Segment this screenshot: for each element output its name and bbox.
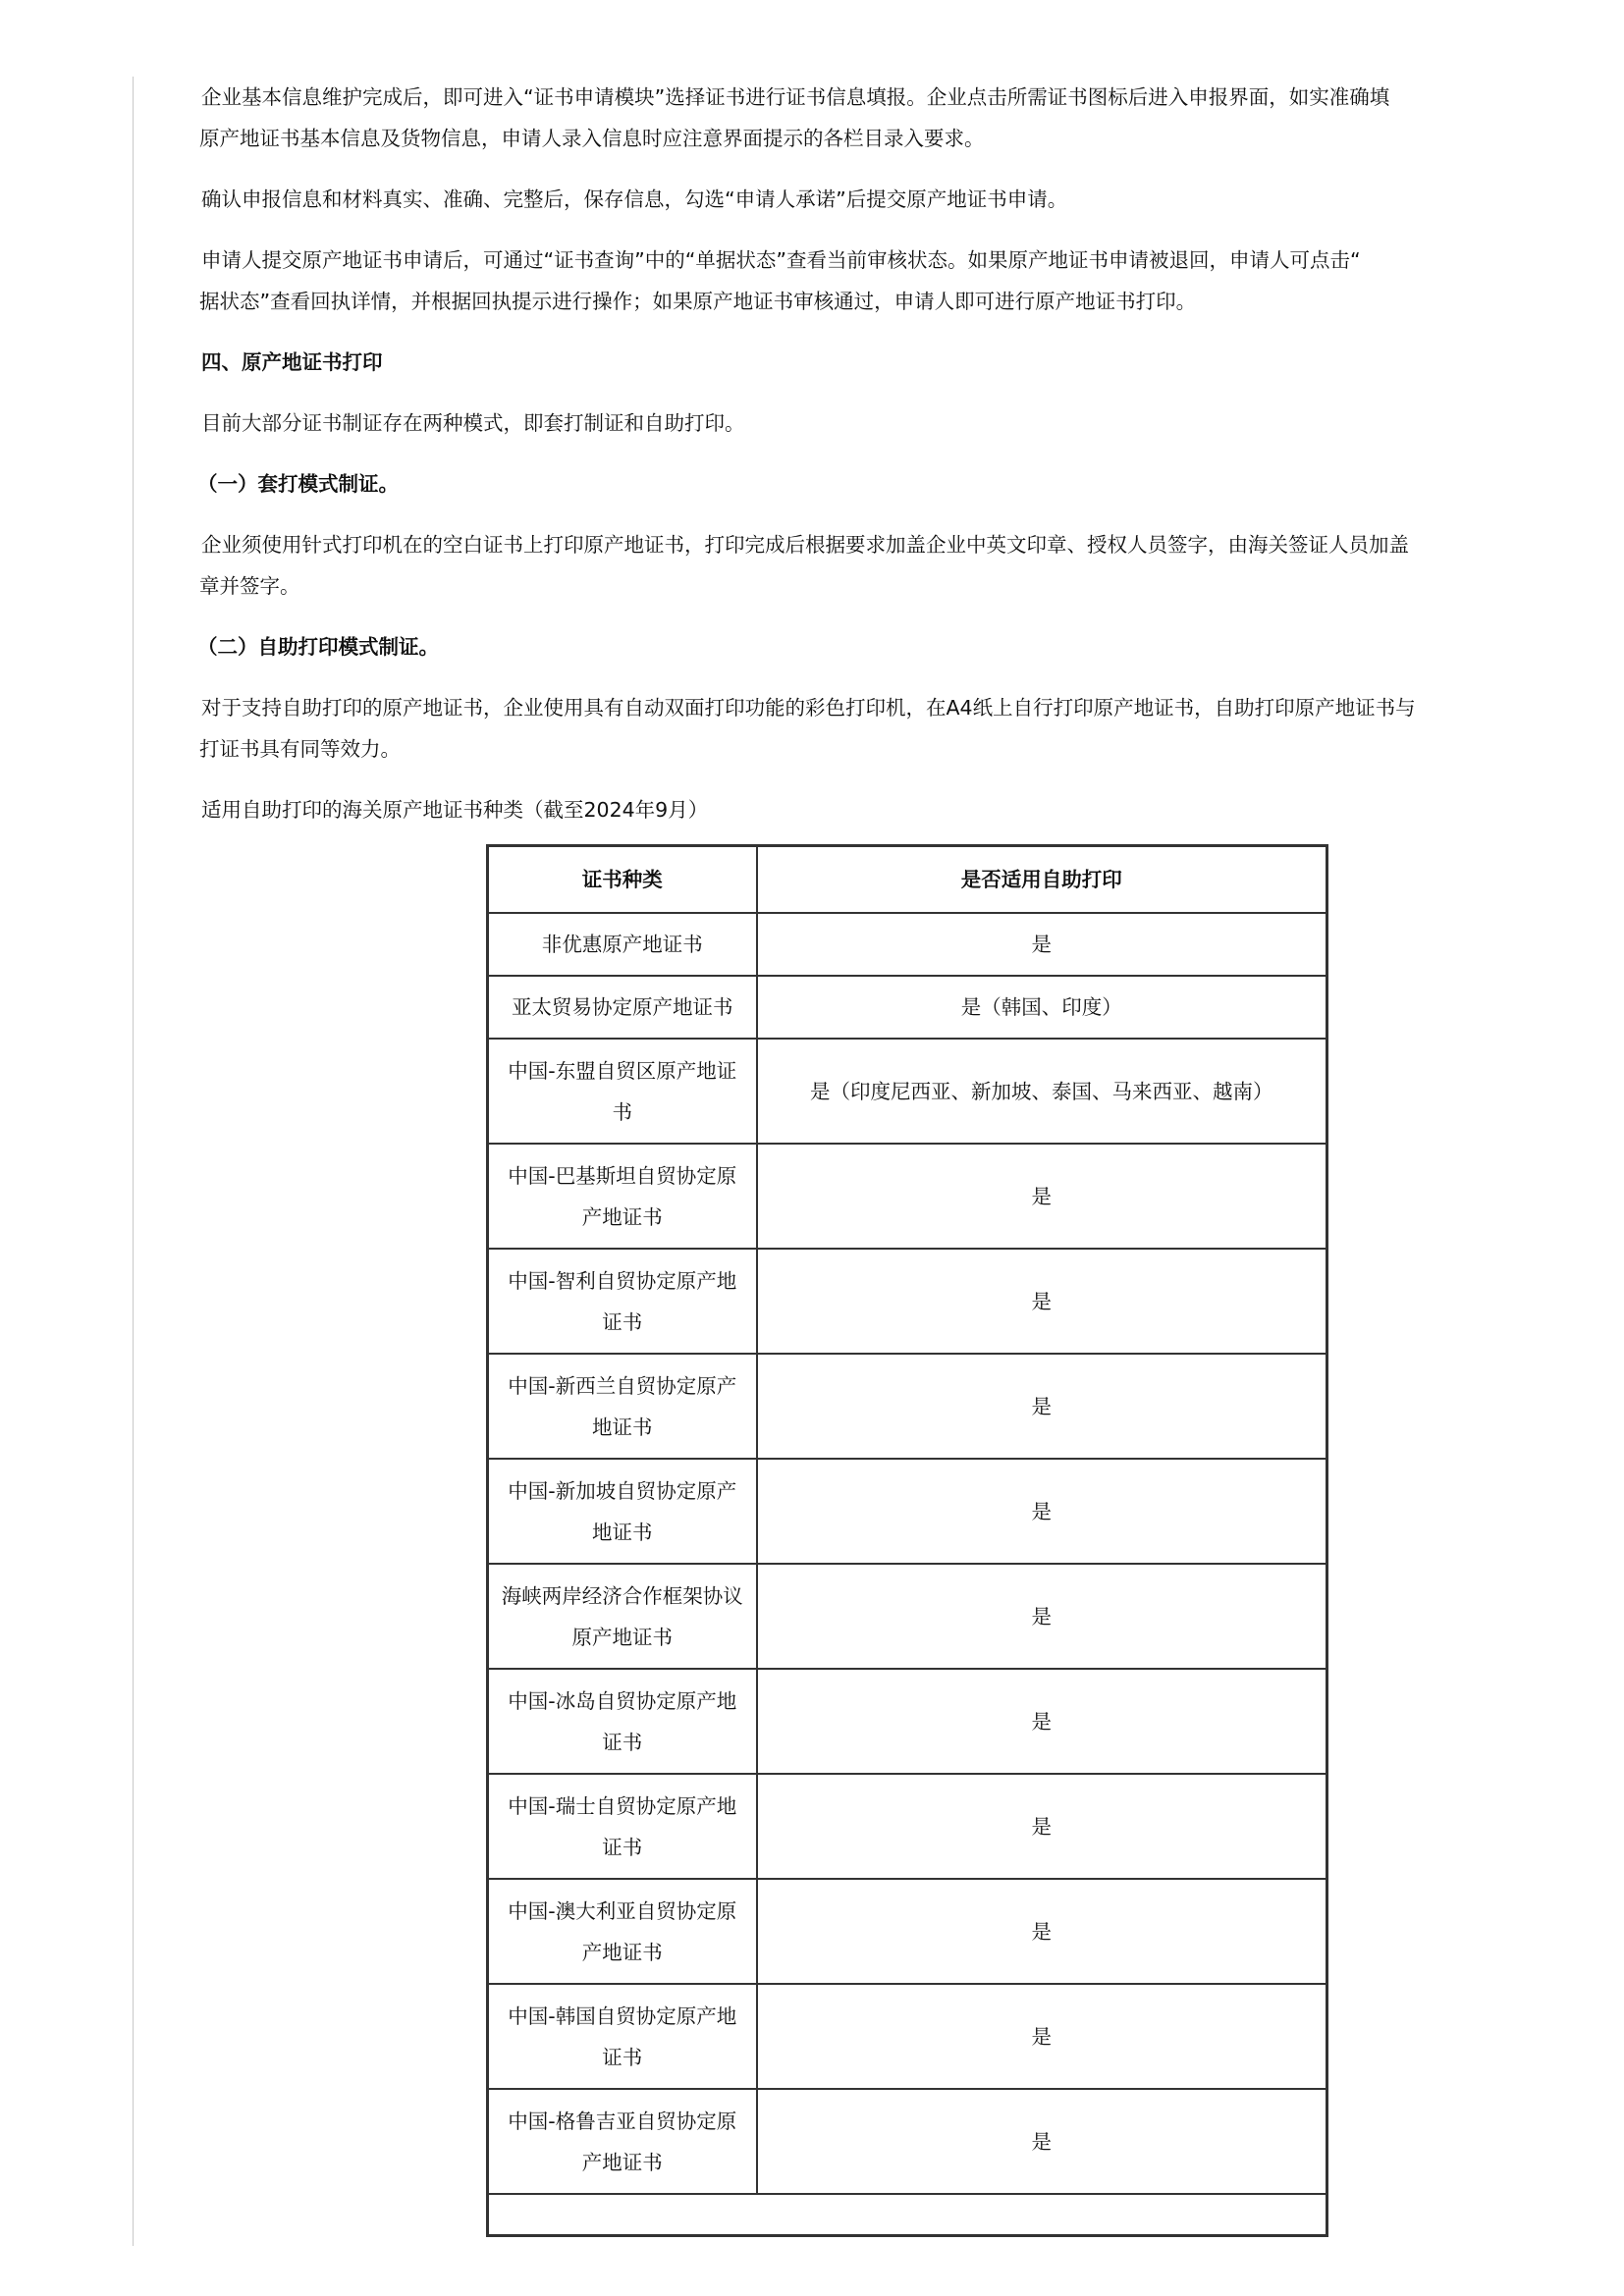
table-row (488, 1039, 1327, 1144)
table-row (488, 1984, 1327, 2089)
certificate-type-line-2: 证书 (602, 2045, 643, 2069)
left-margin-rule (133, 77, 134, 2246)
self-print-cell: 是 (757, 1249, 1327, 1354)
self-print-cell: 是 (757, 1564, 1327, 1669)
table-row (488, 1669, 1327, 1774)
paragraph-3-line-1: 申请人提交原产地证书申请后，可通过“证书查询”中的“单据状态”查看当前审核状态。如果原产地证书申请被退回，申请人可点击“ (201, 248, 1361, 272)
paragraph-6-line-2: 打证书具有同等效力。 (199, 737, 401, 761)
certificate-type-line-2: 产地证书 (581, 1940, 663, 1964)
self-print-cell: 是 (757, 1354, 1327, 1459)
certificate-type-cell (488, 1459, 757, 1564)
certificate-type-cell (488, 1879, 757, 1984)
self-print-cell: 是 (757, 1459, 1327, 1564)
certificate-type-line-1: 海峡两岸经济合作框架协议 (501, 1583, 743, 1608)
certificate-type-cell (488, 1354, 757, 1459)
certificate-type-line-1: 中国-巴基斯坦自贸协定原 (508, 1163, 737, 1188)
table-row (488, 1144, 1327, 1249)
certificate-type-line-2: 原产地证书 (571, 1625, 673, 1649)
table-row (488, 976, 1327, 1039)
certificate-type-line-2: 地证书 (592, 1415, 653, 1439)
certificate-type-line-1: 中国-东盟自贸区原产地证 (508, 1058, 737, 1083)
table-row (488, 1459, 1327, 1564)
column-header-self-print: 是否适用自助打印 (757, 846, 1327, 914)
paragraph-4: 目前大部分证书制证存在两种模式，即套打制证和自助打印。 (201, 411, 745, 435)
table-row (488, 2089, 1327, 2194)
certificate-type-cell (488, 1144, 757, 1249)
table-caption: 适用自助打印的海关原产地证书种类（截至2024年9月） (201, 798, 709, 822)
certificate-type-line-2: 产地证书 (581, 2150, 663, 2174)
self-print-cell: 是 (757, 913, 1327, 976)
certificate-type-cell (488, 1249, 757, 1354)
paragraph-3-line-2: 据状态”查看回执详情，并根据回执提示进行操作；如果原产地证书审核通过，申请人即可进行原产地证书打印。 (199, 290, 1197, 313)
table-row (488, 1774, 1327, 1879)
self-print-cell: 是 (757, 1669, 1327, 1774)
certificate-type-cell (488, 1774, 757, 1879)
subheading-1: （一）套打模式制证。 (197, 472, 399, 496)
paragraph-2: 确认申报信息和材料真实、准确、完整后，保存信息，勾选“申请人承诺”后提交原产地证书申请。 (201, 187, 1068, 211)
subheading-2: （二）自助打印模式制证。 (197, 635, 439, 659)
section-heading-4: 四、原产地证书打印 (201, 350, 383, 374)
certificate-type-line-1: 非优惠原产地证书 (541, 933, 703, 956)
certificate-type-line-2: 证书 (602, 1730, 643, 1754)
paragraph-5-line-2: 章并签字。 (199, 574, 300, 598)
self-print-cell: 是（印度尼西亚、新加坡、泰国、马来西亚、越南） (757, 1039, 1327, 1144)
table-row (488, 1354, 1327, 1459)
paragraph-1-line-2: 原产地证书基本信息及货物信息，申请人录入信息时应注意界面提示的各栏目录入要求。 (199, 127, 985, 150)
certificate-type-cell (488, 2089, 757, 2194)
certificate-type-line-1: 中国-格鲁吉亚自贸协定原 (508, 2109, 737, 2133)
certificate-type-line-1: 中国-新加坡自贸协定原产 (508, 1478, 737, 1503)
self-print-cell: 是（韩国、印度） (757, 976, 1327, 1039)
certificate-type-cell (488, 1984, 757, 2089)
table-row (488, 1249, 1327, 1354)
certificate-type-cell (488, 1564, 757, 1669)
certificate-type-line-1: 中国-新西兰自贸协定原产 (508, 1373, 737, 1398)
column-header-certificate-type: 证书种类 (488, 846, 757, 914)
self-print-cell: 是 (757, 2089, 1327, 2194)
table-row-continued (488, 2194, 1327, 2236)
certificate-type-line-1: 中国-澳大利亚自贸协定原 (508, 1898, 737, 1923)
certificate-type-line-1: 中国-瑞士自贸协定原产地 (508, 1793, 737, 1818)
paragraph-1-line-1: 企业基本信息维护完成后，即可进入“证书申请模块”选择证书进行证书信息填报。企业点击所需证书图标后进入申报界面，如实准确填 (201, 85, 1390, 109)
self-print-cell: 是 (757, 1144, 1327, 1249)
certificate-type-cell (488, 913, 757, 976)
table-row (488, 913, 1327, 976)
certificate-type-cell (488, 1039, 757, 1144)
certificate-type-line-1: 中国-冰岛自贸协定原产地 (508, 1688, 737, 1713)
paragraph-6-line-1: 对于支持自助打印的原产地证书，企业使用具有自动双面打印功能的彩色打印机，在A4纸上自行打印原产地证书，自助打印原产地证书与 (201, 696, 1416, 720)
self-print-cell: 是 (757, 1984, 1327, 2089)
self-print-cell: 是 (757, 1774, 1327, 1879)
certificate-type-line-1: 亚太贸易协定原产地证书 (512, 995, 733, 1019)
certificate-type-line-2: 地证书 (592, 1520, 653, 1544)
table-continuation-cell (488, 2194, 1327, 2236)
certificate-type-line-1: 中国-韩国自贸协定原产地 (508, 2003, 737, 2028)
certificate-type-cell (488, 976, 757, 1039)
certificate-type-line-2: 证书 (602, 1309, 643, 1334)
certificate-type-line-2: 证书 (602, 1835, 643, 1859)
certificate-table (486, 844, 1328, 2237)
certificate-type-line-1: 中国-智利自贸协定原产地 (508, 1268, 737, 1293)
certificate-type-line-2: 产地证书 (581, 1204, 663, 1229)
certificate-type-cell (488, 1669, 757, 1774)
paragraph-5-line-1: 企业须使用针式打印机在的空白证书上打印原产地证书，打印完成后根据要求加盖企业中英文印章、授权人员签字，由海关签证人员加盖 (201, 533, 1409, 557)
self-print-cell: 是 (757, 1879, 1327, 1984)
table-row (488, 1879, 1327, 1984)
certificate-type-line-2: 书 (612, 1099, 632, 1124)
table-row (488, 1564, 1327, 1669)
